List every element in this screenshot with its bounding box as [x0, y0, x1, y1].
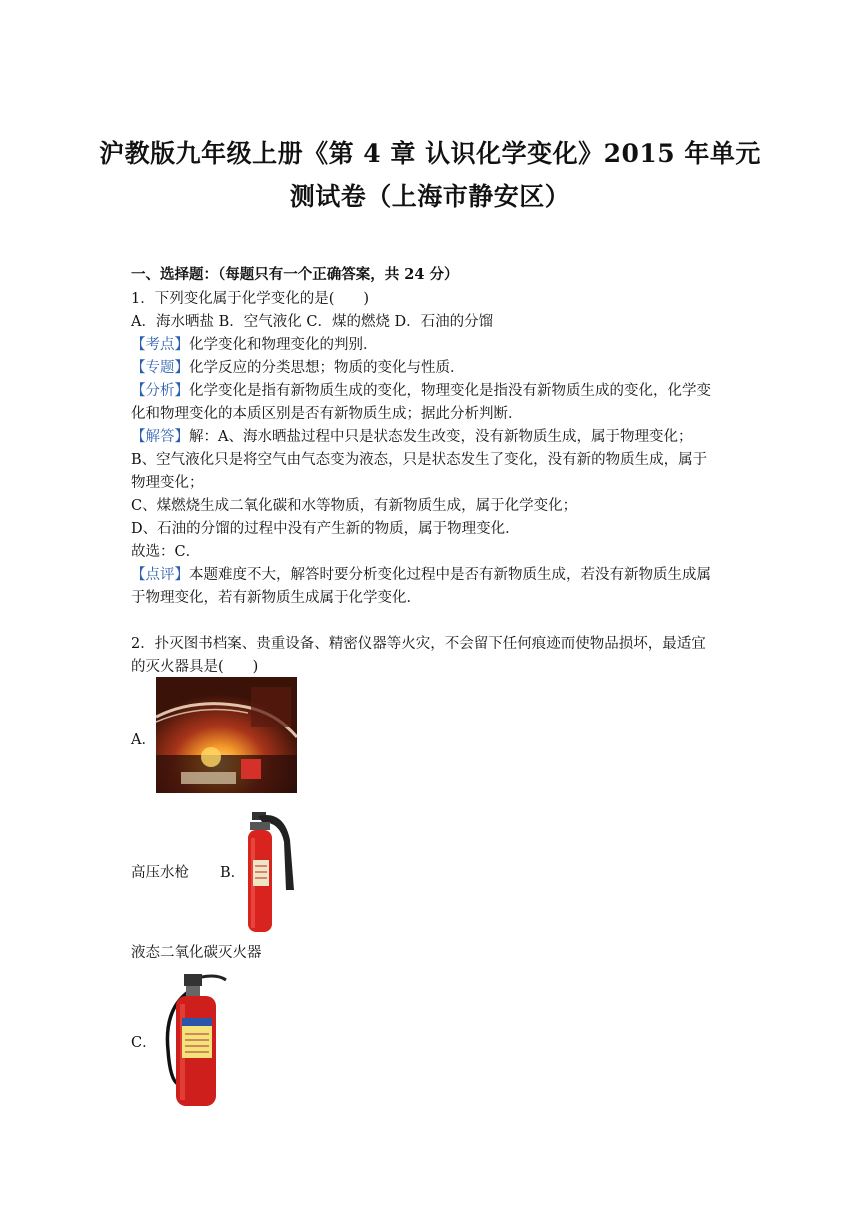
- section-heading: 一、选择题：（每题只有一个正确答案，共 24 分）: [131, 266, 459, 283]
- q1-dianping-2: 于物理变化，若有新物质生成属于化学变化．: [131, 590, 421, 606]
- q1-kaodian: [131, 333, 378, 354]
- q1-jieda: [131, 425, 692, 446]
- title-line-1: 沪教版九年级上册《第 4 章 认识化学变化》2015 年单元: [99, 139, 761, 168]
- kaodian-tag: 【考点】: [131, 337, 189, 353]
- powder-extinguisher-image: [160, 970, 230, 1110]
- q1-options: A．海水晒盐 B．空气液化 C．煤的燃烧 D．石油的分馏: [131, 314, 494, 330]
- q1-jieda-2: B、空气液化只是将空气由气态变为液态，只是状态发生了变化，没有新的物质生成，属于: [131, 452, 708, 468]
- kaodian-text: 化学变化和物理变化的判别．: [189, 337, 378, 353]
- q2-option-c-label: C．: [131, 1035, 157, 1051]
- jieda-text-1: 解：A、海水晒盐过程中只是状态发生改变，没有新物质生成，属于物理变化；: [189, 429, 693, 445]
- q2-option-a-caption: 高压水枪: [131, 865, 189, 881]
- q2-option-b-label: B．: [220, 865, 246, 881]
- q2-stem-1: 2．扑灭图书档案、贵重设备、精密仪器等火灾，不会留下任何痕迹而使物品损坏，最适宜: [131, 636, 706, 652]
- q1-jieda-5: D、石油的分馏的过程中没有产生新的物质，属于物理变化．: [131, 521, 520, 537]
- q2-stem-2: 的灭火器具是( ): [131, 659, 259, 675]
- dianping-tag: 【点评】: [131, 567, 189, 583]
- jieda-tag: 【解答】: [131, 429, 189, 445]
- fire-hose-photo: [156, 677, 297, 793]
- fenxi-tag: 【分析】: [131, 383, 189, 399]
- fenxi-text-1: 化学变化是指有新物质生成的变化，物理变化是指没有新物质生成的变化，化学变: [189, 383, 711, 399]
- title-line-2: 测试卷（上海市静安区）: [289, 182, 571, 211]
- q1-zhuanti: [131, 356, 465, 377]
- q1-stem: 1．下列变化属于化学变化的是( ): [131, 291, 370, 307]
- q1-fenxi: [131, 379, 711, 400]
- q1-jieda-3: 物理变化；: [131, 475, 204, 491]
- q2-option-b-caption: 液态二氧化碳灭火器: [131, 945, 262, 961]
- q1-jieda-4: C、煤燃烧生成二氧化碳和水等物质，有新物质生成，属于化学变化；: [131, 498, 578, 514]
- co2-extinguisher-image: [244, 810, 298, 934]
- q1-answer: 故选：C．: [131, 544, 201, 560]
- dianping-text-1: 本题难度不大，解答时要分析变化过程中是否有新物质生成，若没有新物质生成属: [189, 567, 711, 583]
- q2-option-a-label: A．: [131, 732, 156, 748]
- zhuanti-text: 化学反应的分类思想；物质的变化与性质．: [189, 360, 465, 376]
- q1-dianping: [131, 563, 711, 584]
- q1-fenxi-2: 化和物理变化的本质区别是否有新物质生成；据此分析判断．: [131, 406, 523, 422]
- zhuanti-tag: 【专题】: [131, 360, 189, 376]
